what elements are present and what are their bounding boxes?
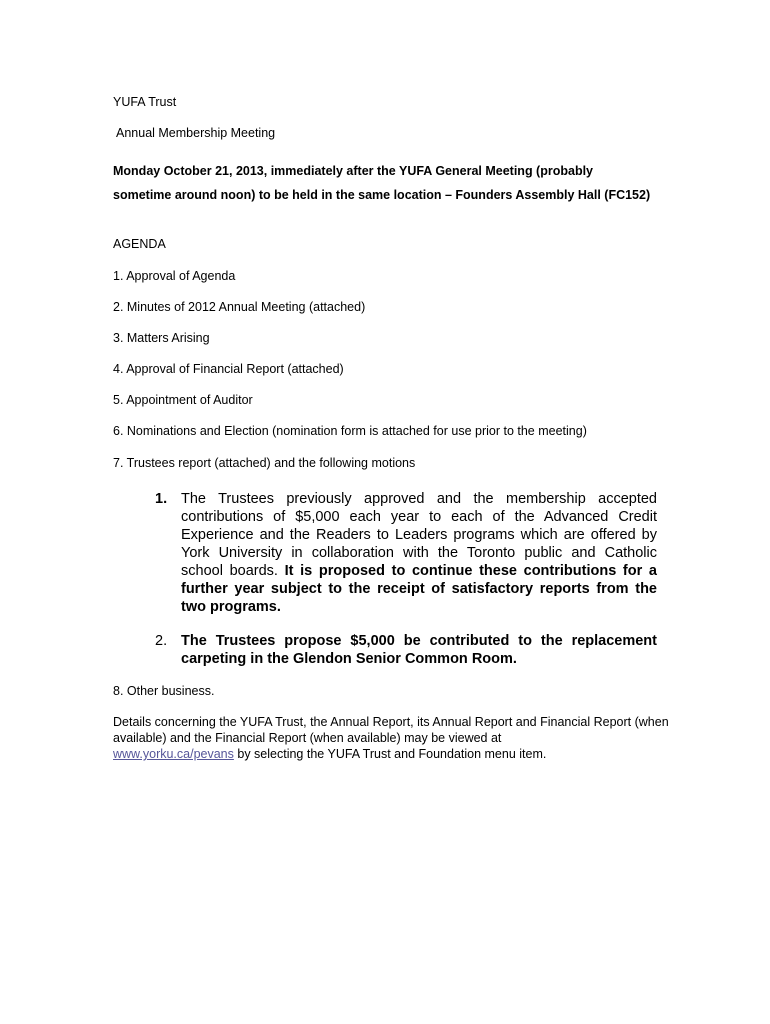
- motion-2: [155, 632, 657, 668]
- motion-1-number: 1.: [155, 491, 168, 507]
- agenda-item-5: 5. Appointment of Auditor: [113, 393, 253, 407]
- motions-list: [155, 490, 657, 668]
- details-text: Details concerning the YUFA Trust, the Annual Report, its Annual Report and Financial Report (when available) and the Financial Report (when available) may be viewed at: [113, 715, 669, 745]
- meeting-date-line-2: sometime around noon) to be held in the same location – Founders Assembly Hall (FC152): [113, 188, 651, 202]
- details-paragraph: [113, 714, 673, 762]
- meeting-date-line-1: Monday October 21, 2013, immediately after the YUFA General Meeting (probably: [113, 164, 593, 178]
- agenda-item-7: 7. Trustees report (attached) and the following motions: [113, 456, 416, 470]
- org-title: YUFA Trust: [113, 95, 177, 109]
- agenda-item-6: 6. Nominations and Election (nomination form is attached for use prior to the meeting): [113, 424, 587, 438]
- website-link[interactable]: www.yorku.ca/pevans: [113, 747, 234, 761]
- motion-2-proposal: The Trustees propose $5,000 be contributed to the replacement carpeting in the Glendon Senior Common Room.: [181, 633, 657, 667]
- agenda-item-3: 3. Matters Arising: [113, 331, 210, 345]
- agenda-item-1: 1. Approval of Agenda: [113, 269, 236, 283]
- agenda-heading: AGENDA: [113, 237, 166, 251]
- motion-1: [155, 490, 657, 616]
- details-text-after: by selecting the YUFA Trust and Foundation menu item.: [237, 747, 547, 761]
- motion-2-number: 2.: [155, 633, 168, 649]
- agenda-item-2: 2. Minutes of 2012 Annual Meeting (attached): [113, 300, 366, 314]
- agenda-item-4: 4. Approval of Financial Report (attached): [113, 362, 344, 376]
- motion-1-proposal: It is proposed to continue these contributions for a further year subject to the receipt of satisfactory reports from the two programs.: [181, 563, 657, 615]
- meeting-title: Annual Membership Meeting: [116, 126, 276, 140]
- motion-1-text: The Trustees previously approved and the membership accepted contributions of $5,000 each year to each of the Advanced Credit Experience and the Readers to Leaders programs which are offered by York University in collaboration with the Toronto public and Catholic school boards.: [181, 491, 657, 579]
- agenda-item-8: 8. Other business.: [113, 684, 215, 698]
